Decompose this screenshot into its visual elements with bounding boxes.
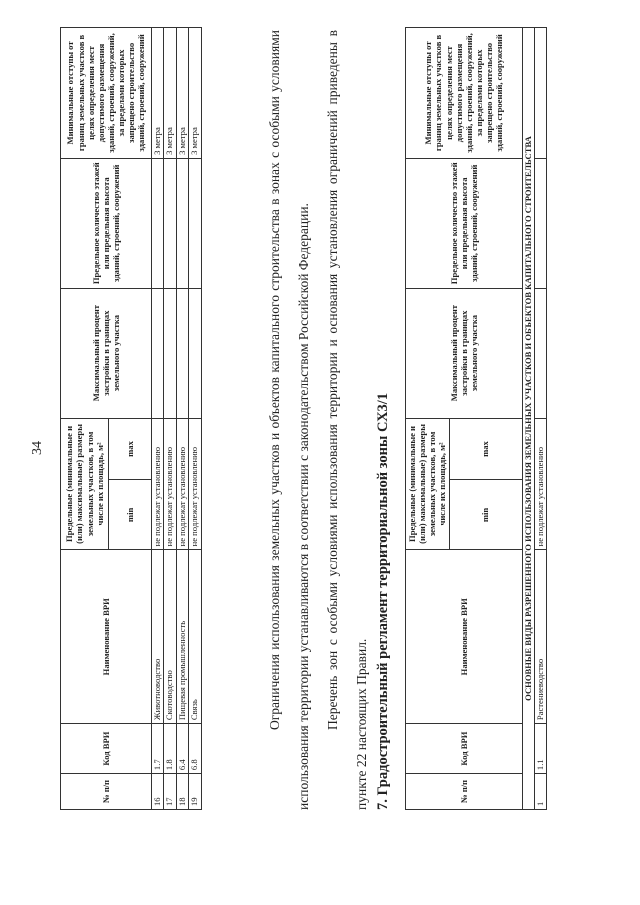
row-percent [176,288,188,418]
row-code: 1.8 [164,724,176,774]
col-setback-header: Минимальные отступы от границ земельных участков в целях определения мест допустимого размещения зданий, строений, сооружений, за пределами которых запрещено строительство зданий, строений, сооружений [406,28,523,159]
col-floors-header: Предельное количество этажей или предельная высота зданий, строений, сооружений [406,158,523,288]
row-size: не подлежат установлению [176,418,188,550]
row-floors [189,158,201,288]
section-title: ОСНОВНЫЕ ВИДЫ РАЗРЕШЕННОГО ИСПОЛЬЗОВАНИЯ ЗЕМЕЛЬНЫХ УЧАСТКОВ И ОБЪЕКТОВ КАПИТАЛЬНОГО СТРОИТЕЛЬСТВА [522,28,534,810]
row-code: 1.7 [152,724,164,774]
row-floors [176,158,188,288]
row-percent [152,288,164,418]
table-header-row [61,28,109,810]
col-setback-header: Минимальные отступы от границ земельных участков в целях определения мест допустимого размещения зданий, строений, сооружений, за пределами которых запрещено строительство зданий, строений, сооружений [61,28,152,159]
row-name: Связь [189,550,201,724]
row-size: не подлежат установлению [189,418,201,550]
col-code-header: Код ВРИ [61,724,152,774]
row-name: Скотоводство [164,550,176,724]
row-setback: 3 метра [176,28,188,159]
row-setback: 3 метра [164,28,176,159]
col-size-header: Предельные (минимальные и (или) максимальные) размеры земельных участков, в том числе их площадь, м² [61,418,109,550]
table-row [189,28,201,810]
paragraph-zones-list: Перечень зон с особыми условиями использования территории и основания установления ограничений приведены в пункте 22 настоящих Правил. [325,30,369,810]
table-header-row [406,28,450,810]
row-name: Животноводство [152,550,164,724]
row-setback: 3 метра [189,28,201,159]
row-code: 6.4 [176,724,188,774]
row-floors [535,158,547,288]
table-row [176,28,188,810]
row-percent [535,288,547,418]
col-floors-header: Предельное количество этажей или предельная высота зданий, строений, сооружений [61,158,152,288]
row-percent [189,288,201,418]
table-row [152,28,164,810]
col-name-header: Наименование ВРИ [61,550,152,724]
row-no: 1 [535,774,547,810]
section-title-row [522,28,534,810]
row-no: 17 [164,774,176,810]
col-min-header: min [449,480,522,550]
row-floors [164,158,176,288]
row-name: Растениеводство [535,550,547,724]
row-no: 16 [152,774,164,810]
regulation-table-1 [60,27,202,810]
section-heading: 7. Градостроительный регламент территориальной зоны СХ3/1 [375,392,391,810]
table-row [535,28,547,810]
body-text [260,30,376,810]
col-percent-header: Максимальный процент застройки в границах земельного участка [61,288,152,418]
row-no: 19 [189,774,201,810]
col-max-header: max [109,418,152,480]
col-max-header: max [449,418,522,480]
col-name-header: Наименование ВРИ [406,550,523,724]
col-code-header: Код ВРИ [406,724,523,774]
col-no-header: № п/п [61,774,152,810]
col-size-header: Предельные (минимальные и (или) максимальные) размеры земельных участков, в том числе их площадь, м² [406,418,450,550]
row-size: не подлежат установлению [152,418,164,550]
col-percent-header: Максимальный процент застройки в границах земельного участка [406,288,523,418]
regulation-table-2 [405,27,547,810]
row-size: не подлежат установлению [164,418,176,550]
col-no-header: № п/п [406,774,523,810]
page-number: 34 [30,441,45,455]
row-setback [535,28,547,159]
row-name: Пищевая промышленность [176,550,188,724]
paragraph-restrictions: Ограничения использования земельных участков и объектов капитального строительства в зонах с особыми условиями использования территории устанавливаются в соответствии с законодательством Российской Федерации. [267,30,311,810]
row-size: не подлежат установлению [535,418,547,550]
table-row [164,28,176,810]
col-min-header: min [109,480,152,550]
row-code: 1.1 [535,724,547,774]
row-no: 18 [176,774,188,810]
row-percent [164,288,176,418]
row-setback: 3 метра [152,28,164,159]
row-floors [152,158,164,288]
row-code: 6.8 [189,724,201,774]
